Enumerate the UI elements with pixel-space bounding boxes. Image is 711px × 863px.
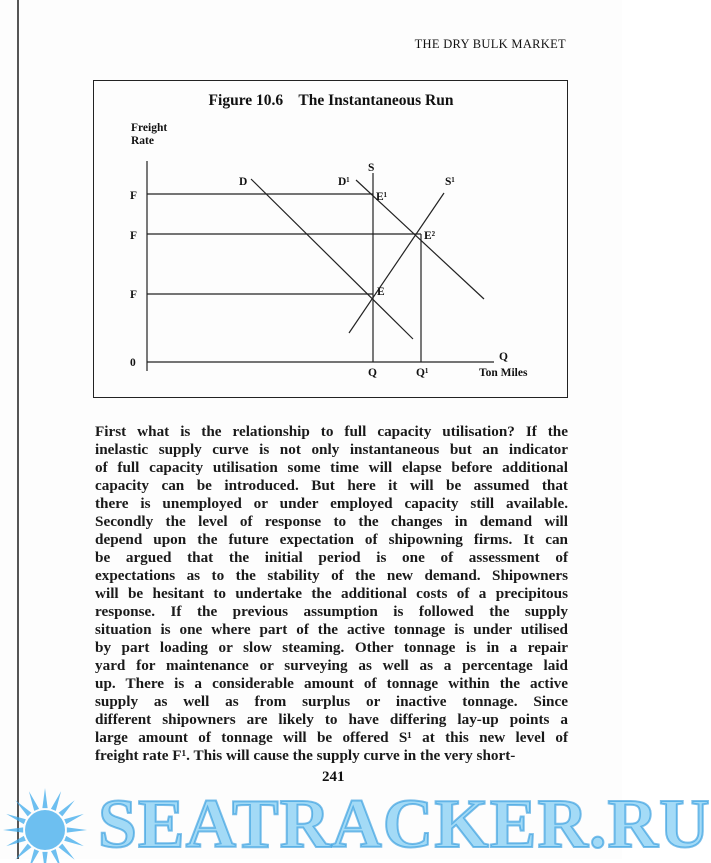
curve-label-d: D	[239, 176, 248, 188]
y-tick-label: F	[130, 190, 138, 202]
text-line: large amount of tonnage will be offered S¹ at this new level of	[95, 729, 568, 746]
x-axis-label: Ton Miles	[479, 367, 528, 379]
sun-ray-icon	[42, 852, 47, 863]
point-label-e2: E²	[424, 230, 436, 242]
page-number: 241	[322, 769, 345, 785]
text-line: there is unemployed or under employed capacity still available.	[95, 495, 568, 512]
text-line: freight rate F¹. This will cause the supply curve in the very short-	[95, 747, 516, 764]
sun-ray-icon	[3, 827, 23, 832]
text-line: response. If the previous assumption is followed the supply	[95, 603, 568, 620]
text-line: supply as well as from surplus or inactive tonnage. Since	[95, 693, 568, 710]
sun-ray-icon	[51, 849, 61, 863]
sun-ray-icon	[29, 849, 39, 863]
x-tick-label: Q	[368, 367, 377, 379]
point-label-e1: E¹	[376, 191, 388, 203]
running-header: THE DRY BULK MARKET	[414, 37, 566, 51]
supply-curve-s1	[349, 193, 444, 333]
curve-label-s1: S¹	[445, 176, 455, 188]
sun-ray-icon	[67, 827, 87, 832]
y-tick-label: 0	[130, 357, 136, 369]
figure-box	[93, 80, 568, 398]
text-line: of full capacity utilisation some time will elapse before additional	[95, 459, 568, 476]
text-line: expectations as to the stability of the new demand. Shipowners	[95, 567, 568, 584]
sun-ray-icon	[6, 836, 26, 846]
sun-ray-icon	[64, 836, 84, 846]
text-line: up. There is a considerable amount of tonnage within the active	[95, 675, 568, 692]
text-line: inelastic supply curve is not only instantaneous but an indicator	[95, 441, 568, 458]
sun-ray-icon	[64, 814, 84, 824]
point-label-e: E	[377, 286, 385, 298]
curve-label-d1: D¹	[338, 176, 350, 188]
text-line: Secondly the level of response to the changes in demand will	[95, 513, 568, 530]
body-text	[95, 423, 568, 765]
text-line: be argued that the initial period is one of assessment of	[95, 549, 568, 566]
sun-ray-icon	[6, 814, 26, 824]
text-line: by part loading or slow steaming. Other tonnage is in a repair	[95, 639, 568, 656]
y-axis-label: Freight	[131, 122, 168, 134]
text-line: different shipowners are likely to have differing lay-up points a	[95, 711, 568, 728]
curve-label-s: S	[368, 162, 375, 174]
text-line: situation is one where part of the active tonnage is under utilised	[95, 621, 568, 638]
sun-ray-icon	[15, 800, 31, 816]
text-line: capacity can be introduced. But here it will be assumed that	[95, 477, 568, 494]
sun-ray-icon	[59, 800, 75, 816]
x-tick-label: Q¹	[416, 367, 429, 379]
text-line: yard for maintenance or surveying as well as a percentage laid	[95, 657, 568, 674]
sun-ray-icon	[15, 844, 31, 860]
sun-ray-icon	[29, 791, 39, 811]
watermark-text: SEATRACKER.RU	[98, 786, 711, 863]
text-line: depend upon the future expectation of shipowning firms. It can	[95, 531, 568, 548]
supply-demand-diagram	[1, 1, 623, 421]
y-axis-label: Rate	[131, 135, 154, 147]
figure-title: Figure 10.6 The Instantaneous Run	[208, 92, 454, 109]
x-axis-end-label: Q	[499, 351, 508, 363]
y-tick-label: F	[130, 230, 138, 242]
demand-curve-d	[251, 179, 413, 339]
text-line: First what is the relationship to full capacity utilisation? If the	[95, 423, 568, 440]
text-line: will be hesitant to undertake the additional costs of a precipitous	[95, 585, 568, 602]
sun-ray-icon	[51, 791, 61, 811]
sun-ray-icon	[59, 844, 75, 860]
sun-ray-icon	[42, 788, 47, 808]
y-tick-label: F	[130, 289, 138, 301]
